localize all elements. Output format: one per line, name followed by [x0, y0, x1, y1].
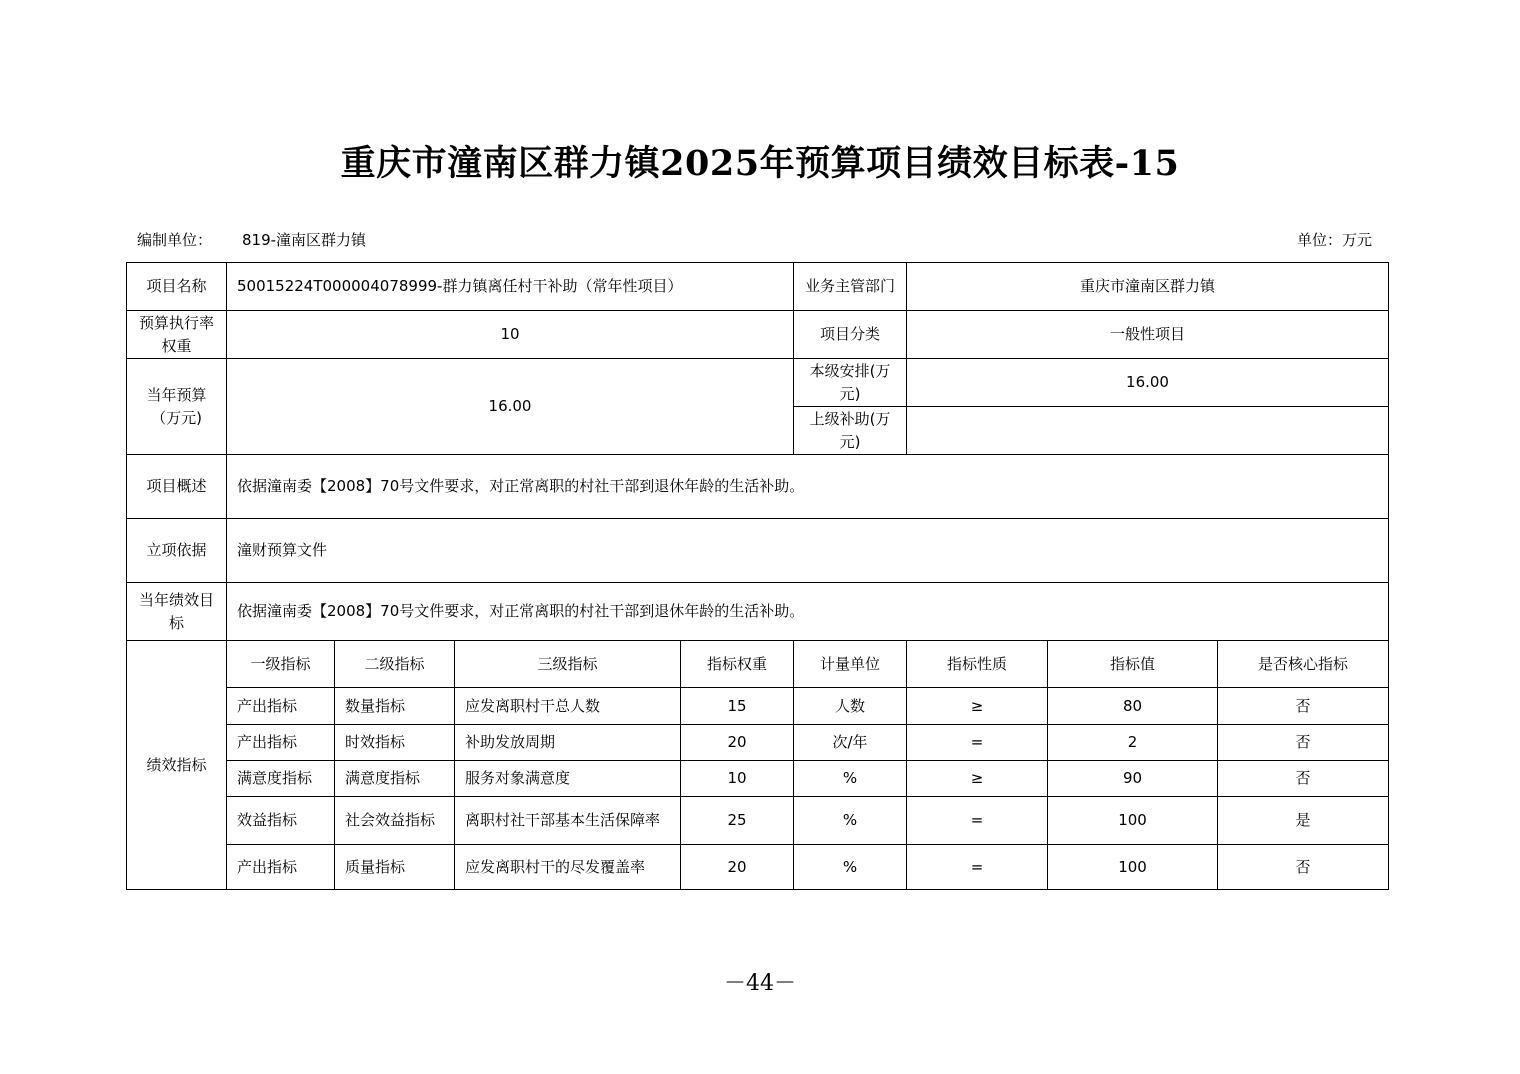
header-core: 是否核心指标: [1218, 641, 1389, 688]
cell-level3: 补助发放周期: [455, 725, 681, 761]
cell-weight: 25: [681, 797, 794, 845]
basis-value: 潼财预算文件: [227, 519, 1389, 583]
performance-table: [126, 262, 1389, 890]
compiling-unit-label: 编制单位：: [137, 231, 213, 249]
table-row: [127, 688, 1389, 725]
budget-label: 当年预算（万元): [127, 359, 227, 455]
cell-core: 否: [1218, 761, 1389, 797]
cell-value: 100: [1048, 797, 1218, 845]
project-name-value: 50015224T000004078999-群力镇离任村干补助（常年性项目）: [227, 263, 794, 311]
currency-unit: 单位：万元: [1297, 231, 1373, 249]
header-nature: 指标性质: [907, 641, 1048, 688]
local-label: 本级安排(万元): [794, 359, 907, 407]
cell-level3: 离职村社干部基本生活保障率: [455, 797, 681, 845]
cell-level1: 产出指标: [227, 845, 335, 890]
cell-weight: 15: [681, 688, 794, 725]
indicators-section-label: 绩效指标: [127, 641, 227, 890]
cell-weight: 10: [681, 761, 794, 797]
cell-level3: 服务对象满意度: [455, 761, 681, 797]
cell-nature: ≥: [907, 688, 1048, 725]
table-row: [127, 761, 1389, 797]
row-basis: [127, 519, 1389, 583]
indicator-header-row: [127, 641, 1389, 688]
project-name-label: 项目名称: [127, 263, 227, 311]
cell-value: 90: [1048, 761, 1218, 797]
header-unit: 计量单位: [794, 641, 907, 688]
cell-value: 2: [1048, 725, 1218, 761]
cell-level1: 产出指标: [227, 688, 335, 725]
weight-value: 10: [227, 311, 794, 359]
cell-level1: 效益指标: [227, 797, 335, 845]
basis-label: 立项依据: [127, 519, 227, 583]
cell-nature: ≥: [907, 761, 1048, 797]
row-weight: [127, 311, 1389, 359]
budget-value: 16.00: [227, 359, 794, 455]
row-goal: [127, 583, 1389, 641]
compiling-unit-value: 819-潼南区群力镇: [242, 231, 367, 249]
weight-label: 预算执行率权重: [127, 311, 227, 359]
cell-unit: %: [794, 845, 907, 890]
dept-label: 业务主管部门: [794, 263, 907, 311]
upper-label: 上级补助(万元): [794, 407, 907, 455]
goal-label: 当年绩效目标: [127, 583, 227, 641]
page-number: －44－: [724, 971, 796, 996]
goal-value: 依据潼南委【2008】70号文件要求，对正常离职的村社干部到退休年龄的生活补助。: [227, 583, 1389, 641]
header-value: 指标值: [1048, 641, 1218, 688]
overview-label: 项目概述: [127, 455, 227, 519]
row-budget-local: [127, 359, 1389, 407]
cell-level2: 数量指标: [335, 688, 455, 725]
cell-weight: 20: [681, 725, 794, 761]
category-value: 一般性项目: [907, 311, 1389, 359]
cell-unit: %: [794, 797, 907, 845]
cell-level1: 产出指标: [227, 725, 335, 761]
cell-unit: 次/年: [794, 725, 907, 761]
compiling-unit: [137, 229, 366, 250]
cell-unit: %: [794, 761, 907, 797]
row-overview: [127, 455, 1389, 519]
table-row: [127, 725, 1389, 761]
header-level1: 一级指标: [227, 641, 335, 688]
overview-value: 依据潼南委【2008】70号文件要求，对正常离职的村社干部到退休年龄的生活补助。: [227, 455, 1389, 519]
cell-core: 是: [1218, 797, 1389, 845]
cell-level1: 满意度指标: [227, 761, 335, 797]
cell-level3: 应发离职村干的尽发覆盖率: [455, 845, 681, 890]
cell-level2: 质量指标: [335, 845, 455, 890]
cell-core: 否: [1218, 725, 1389, 761]
row-project-name: [127, 263, 1389, 311]
cell-nature: =: [907, 725, 1048, 761]
cell-level2: 满意度指标: [335, 761, 455, 797]
cell-nature: =: [907, 797, 1048, 845]
header-weight: 指标权重: [681, 641, 794, 688]
table-row: [127, 797, 1389, 845]
cell-level3: 应发离职村干总人数: [455, 688, 681, 725]
cell-level2: 社会效益指标: [335, 797, 455, 845]
page-title: 重庆市潼南区群力镇2025年预算项目绩效目标表-15: [340, 143, 1180, 184]
cell-core: 否: [1218, 688, 1389, 725]
cell-level2: 时效指标: [335, 725, 455, 761]
table-row: [127, 845, 1389, 890]
category-label: 项目分类: [794, 311, 907, 359]
header-level3: 三级指标: [455, 641, 681, 688]
cell-value: 80: [1048, 688, 1218, 725]
cell-unit: 人数: [794, 688, 907, 725]
local-value: 16.00: [907, 359, 1389, 407]
cell-value: 100: [1048, 845, 1218, 890]
cell-core: 否: [1218, 845, 1389, 890]
header-level2: 二级指标: [335, 641, 455, 688]
cell-weight: 20: [681, 845, 794, 890]
upper-value: [907, 407, 1389, 455]
dept-value: 重庆市潼南区群力镇: [907, 263, 1389, 311]
cell-nature: =: [907, 845, 1048, 890]
